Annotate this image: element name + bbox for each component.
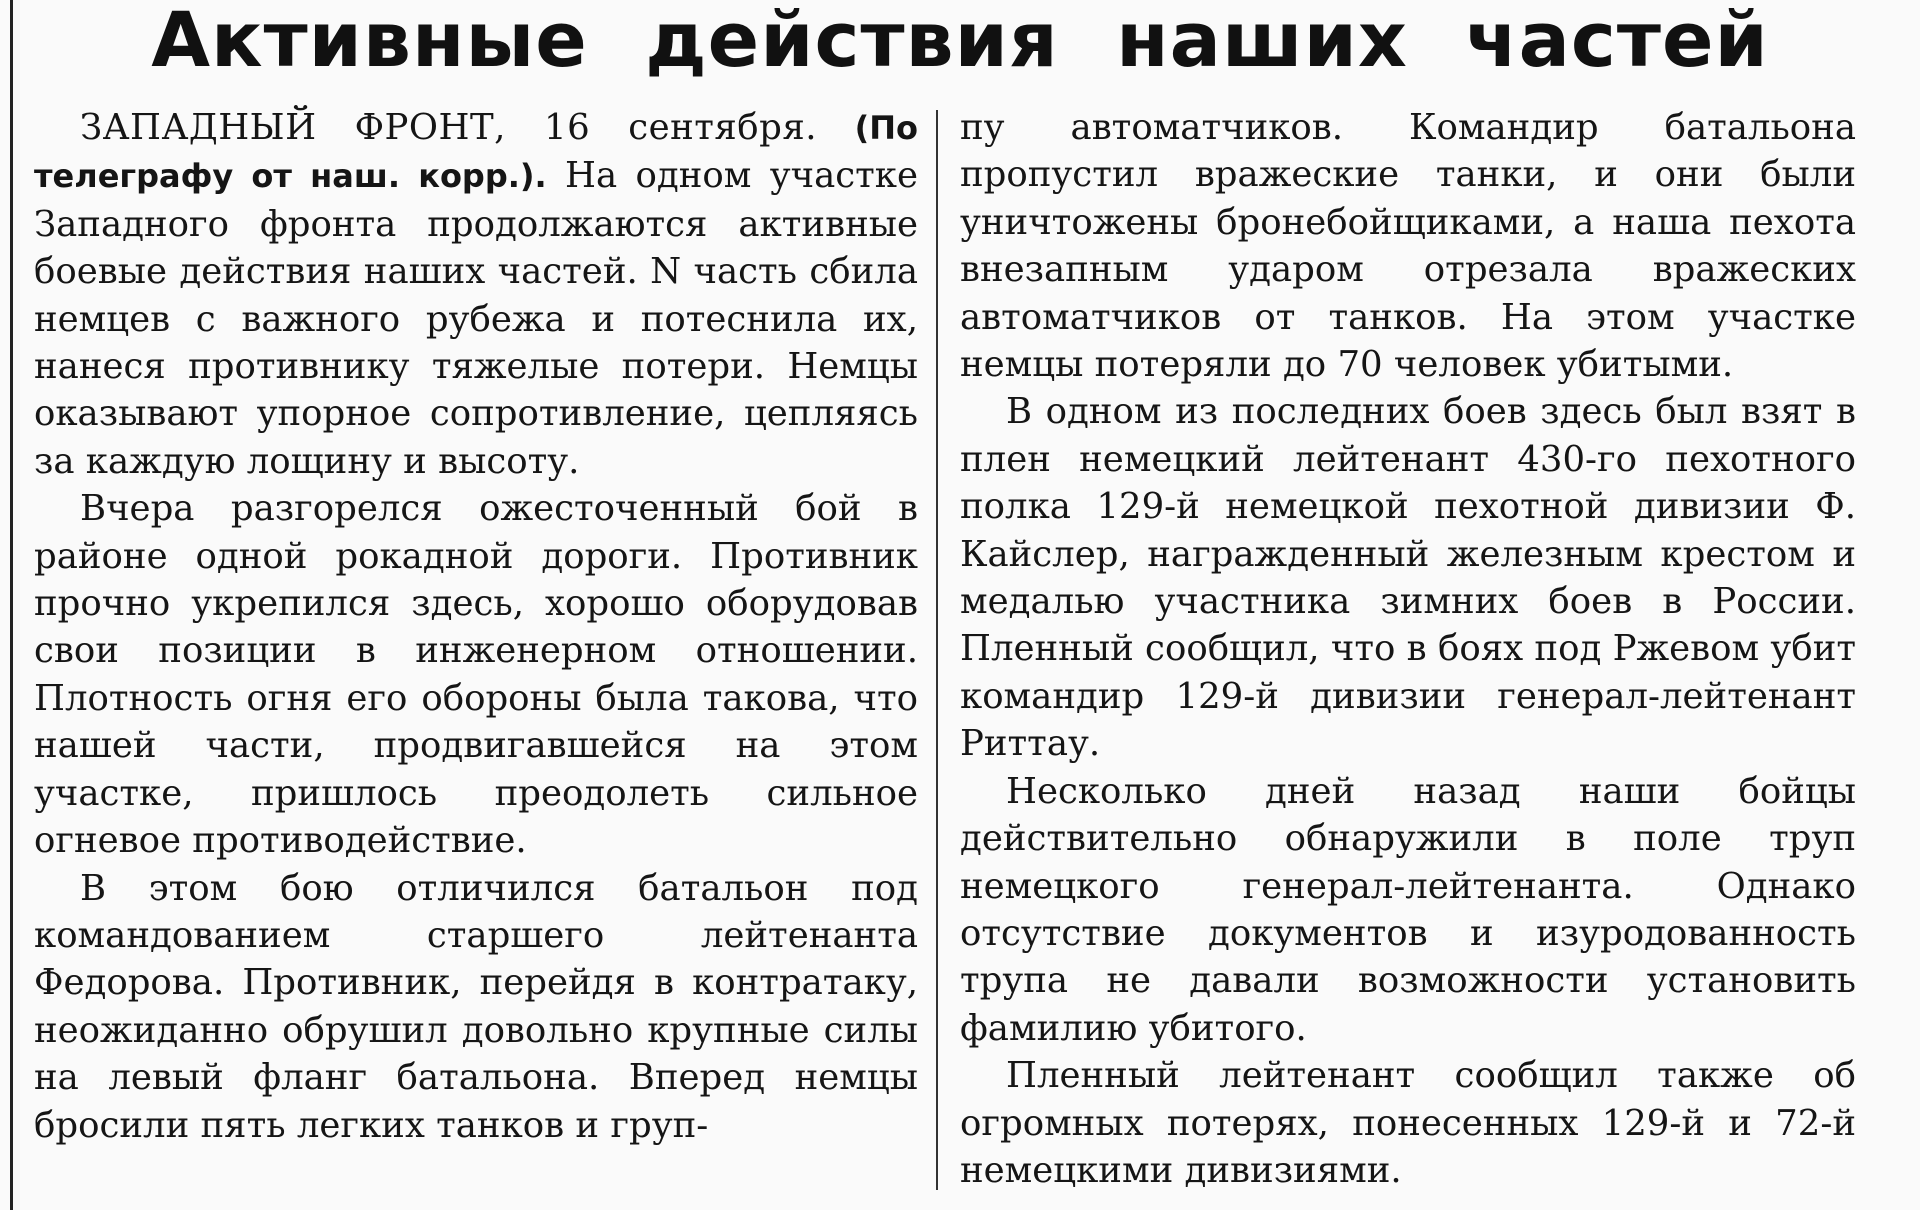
dateline: ЗАПАДНЫЙ ФРОНТ, 16 сентября. — [80, 107, 818, 148]
column-divider — [936, 110, 938, 1190]
paragraph-prisoner: В одном из последних боев здесь был взят в плен немецкий лейтенант 430-го пехотного полка 129-й немецкой пехотной дивизии Ф. Кайслер, награжденный железным крестом и медалью участника зимних боев в России. Пленный сообщил, что в боях под Ржевом убит командир 129-й дивизии генерал-лейтенант Риттау. — [960, 391, 1856, 765]
source-note: (По телеграфу от наш. корр.). — [34, 109, 918, 196]
article-column-right — [960, 104, 1856, 1204]
paragraph-road-battle: Вчера разгорелся ожесточенный бой в районе одной рокадной дороги. Противник прочно укрепился здесь, хорошо оборудовав свои позиции в инженерном отношении. Плотность огня его обороны была такова, что нашей части, продвигавшейся на этом участке, пришлось преодолеть сильное огневое противодействие. — [34, 488, 918, 862]
paragraph-continuation: пу автоматчиков. Командир батальона пропустил вражеские танки, и они были уничтожены бронебойщиками, а наша пехота внезапным ударом отрезала вражеских автоматчиков от танков. На этом участке немцы потеряли до 70 человек убитыми. — [960, 107, 1856, 386]
lead-paragraph — [34, 104, 918, 485]
paragraph-losses: Пленный лейтенант сообщил также об огромных потерях, понесенных 129-й и 72-й немецкими дивизиями. — [960, 1055, 1856, 1191]
paragraph-battalion: В этом бою отличился батальон под командованием старшего лейтенанта Федорова. Противник, перейдя в контратаку, неожиданно обрушил довольно крупные силы на левый фланг батальона. Вперед немцы бросили пять легких танков и груп- — [34, 867, 918, 1146]
article-column-left — [34, 104, 918, 1204]
page-edge-rule — [10, 0, 13, 1210]
paragraph-general-body: Несколько дней назад наши бойцы действительно обнаружили в поле труп немецкого генерал-лейтенанта. Однако отсутствие документов и изуродованность трупа не давали возможности установить фамилию убитого. — [960, 770, 1856, 1049]
article-headline: Активные действия наших частей — [151, 0, 1769, 84]
lead-paragraph-text: На одном участке Западного фронта продолжаются активные боевые действия наших частей. N часть сбила немцев с важного рубежа и потеснила их, нанеся противнику тяжелые потери. Немцы оказывают упорное сопротивление, цепляясь за каждую лощину и высоту. — [34, 155, 918, 482]
